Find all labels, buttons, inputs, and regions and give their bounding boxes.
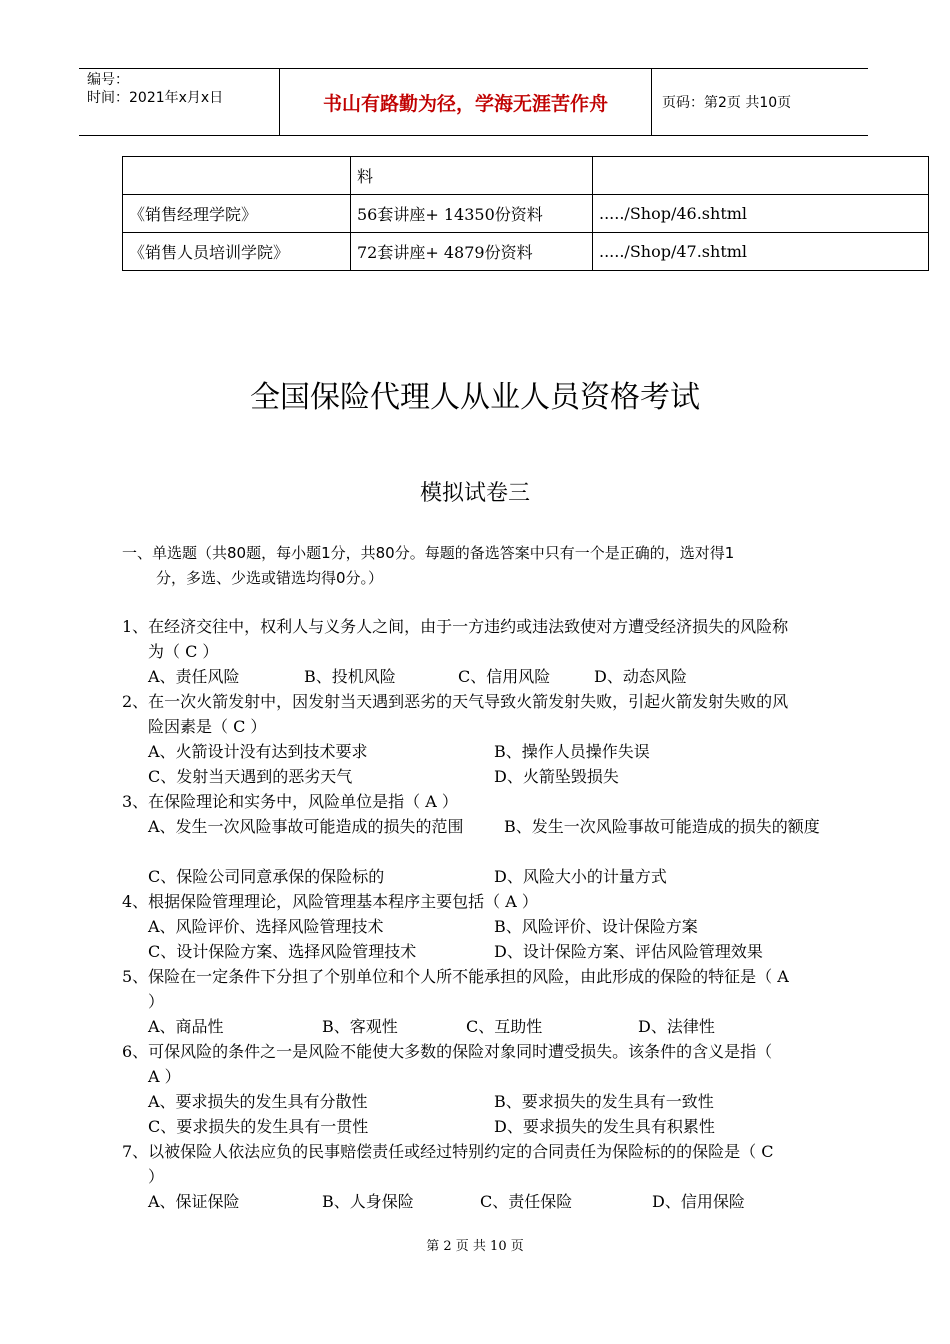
- header-page-code: 页码：第2页 共10页: [662, 95, 792, 111]
- option-row: [122, 764, 834, 789]
- page-header: [79, 68, 868, 136]
- time-label: 时间：2021年x月x日: [87, 90, 224, 106]
- question-stem: ）: [148, 1167, 165, 1186]
- table-row: [123, 157, 929, 195]
- answer-option: D、法律性: [638, 1017, 715, 1036]
- option-row: [122, 864, 834, 889]
- option-row: [122, 1089, 834, 1114]
- question-stem: 1、在经济交往中，权利人与义务人之间，由于一方违约或违法致使对方遭受经济损失的风险称: [122, 617, 789, 636]
- table-row: [123, 233, 929, 271]
- option-row: [122, 939, 834, 964]
- answer-option: C、互助性: [466, 1017, 543, 1036]
- table-cell: 料: [351, 157, 593, 195]
- table-cell: 《销售经理学院》: [123, 195, 351, 233]
- answer-option: D、设计保险方案、评估风险管理效果: [494, 942, 763, 961]
- answer-option: D、信用保险: [652, 1192, 745, 1211]
- answer-option: B、要求损失的发生具有一致性: [494, 1092, 714, 1111]
- answer-option: D、动态风险: [594, 667, 687, 686]
- answer-option: A、发生一次风险事故可能造成的损失的范围: [148, 817, 464, 836]
- option-row: [122, 1114, 834, 1139]
- answer-option: B、发生一次风险事故可能造成的损失的额度: [504, 817, 820, 836]
- question-stem: 险因素是（ C ）: [148, 717, 267, 736]
- section-instructions: [122, 541, 834, 591]
- table-row: [123, 195, 929, 233]
- answer-option: A、火箭设计没有达到技术要求: [148, 742, 368, 761]
- table-cell: [123, 157, 351, 195]
- answer-option: C、保险公司同意承保的保险标的: [148, 867, 385, 886]
- option-row: [122, 814, 834, 839]
- header-meta: [79, 69, 280, 135]
- question-stem: 2、在一次火箭发射中，因发射当天遇到恶劣的天气导致火箭发射失败，引起火箭发射失败的风: [122, 692, 789, 711]
- answer-option: B、投机风险: [304, 667, 396, 686]
- resource-table: [122, 156, 929, 271]
- question-stem: 7、以被保险人依法应负的民事赔偿责任或经过特别约定的合同责任为保险标的的保险是（ C: [122, 1142, 774, 1161]
- answer-option: B、人身保险: [322, 1192, 414, 1211]
- table-cell: 56套讲座+ 14350份资料: [351, 195, 593, 233]
- question-stem: 5、保险在一定条件下分担了个别单位和个人所不能承担的风险，由此形成的保险的特征是（ A: [122, 967, 789, 986]
- answer-option: B、风险评价、设计保险方案: [494, 917, 698, 936]
- answer-option: C、责任保险: [480, 1192, 573, 1211]
- answer-option: A、风险评价、选择风险管理技术: [148, 917, 384, 936]
- table-cell: [593, 157, 929, 195]
- table-cell: 《销售人员培训学院》: [123, 233, 351, 271]
- exam-subtitle: 模拟试卷三: [419, 481, 530, 506]
- answer-option: B、客观性: [322, 1017, 398, 1036]
- option-row: [122, 1014, 834, 1039]
- page-footer: 第 2 页 共 10 页: [426, 1239, 524, 1254]
- answer-option: C、信用风险: [458, 667, 551, 686]
- answer-option: D、火箭坠毁损失: [494, 767, 619, 786]
- question-list: [122, 614, 834, 1214]
- answer-option: A、要求损失的发生具有分散性: [148, 1092, 368, 1111]
- option-row: [122, 914, 834, 939]
- option-row: [122, 739, 834, 764]
- table-cell: ...../Shop/46.shtml: [593, 195, 929, 233]
- answer-option: C、要求损失的发生具有一贯性: [148, 1117, 369, 1136]
- answer-option: A、责任风险: [148, 667, 240, 686]
- wrap-filler: [122, 839, 834, 864]
- exam-title: 全国保险代理人从业人员资格考试: [250, 380, 700, 415]
- number-label: 编号：: [87, 72, 129, 88]
- table-cell: 72套讲座+ 4879份资料: [351, 233, 593, 271]
- instructions-line-2: 分，多选、少选或错选均得0分。）: [156, 569, 384, 587]
- question-stem: 为（ C ）: [148, 642, 219, 661]
- answer-option: A、商品性: [148, 1017, 224, 1036]
- answer-option: C、设计保险方案、选择风险管理技术: [148, 942, 417, 961]
- answer-option: C、发射当天遇到的恶劣天气: [148, 767, 353, 786]
- answer-option: D、要求损失的发生具有积累性: [494, 1117, 715, 1136]
- instructions-line-1: 一、单选题（共80题，每小题1分，共80分。每题的备选答案中只有一个是正确的，选对得1: [122, 544, 735, 562]
- question-stem: 6、可保风险的条件之一是风险不能使大多数的保险对象同时遭受损失。该条件的含义是指（: [122, 1042, 773, 1061]
- option-row: [122, 1189, 834, 1214]
- table-cell: ...../Shop/47.shtml: [593, 233, 929, 271]
- question-stem: 4、根据保险管理理论，风险管理基本程序主要包括（ A ）: [122, 892, 538, 911]
- answer-option: A、保证保险: [148, 1192, 240, 1211]
- option-row: [122, 664, 834, 689]
- question-stem: A ）: [148, 1067, 181, 1086]
- question-stem: ）: [148, 992, 165, 1011]
- question-stem: 3、在保险理论和实务中，风险单位是指（ A ）: [122, 792, 458, 811]
- answer-option: D、风险大小的计量方式: [494, 867, 667, 886]
- header-slogan: 书山有路勤为径，学海无涯苦作舟: [280, 69, 652, 135]
- answer-option: B、操作人员操作失误: [494, 742, 650, 761]
